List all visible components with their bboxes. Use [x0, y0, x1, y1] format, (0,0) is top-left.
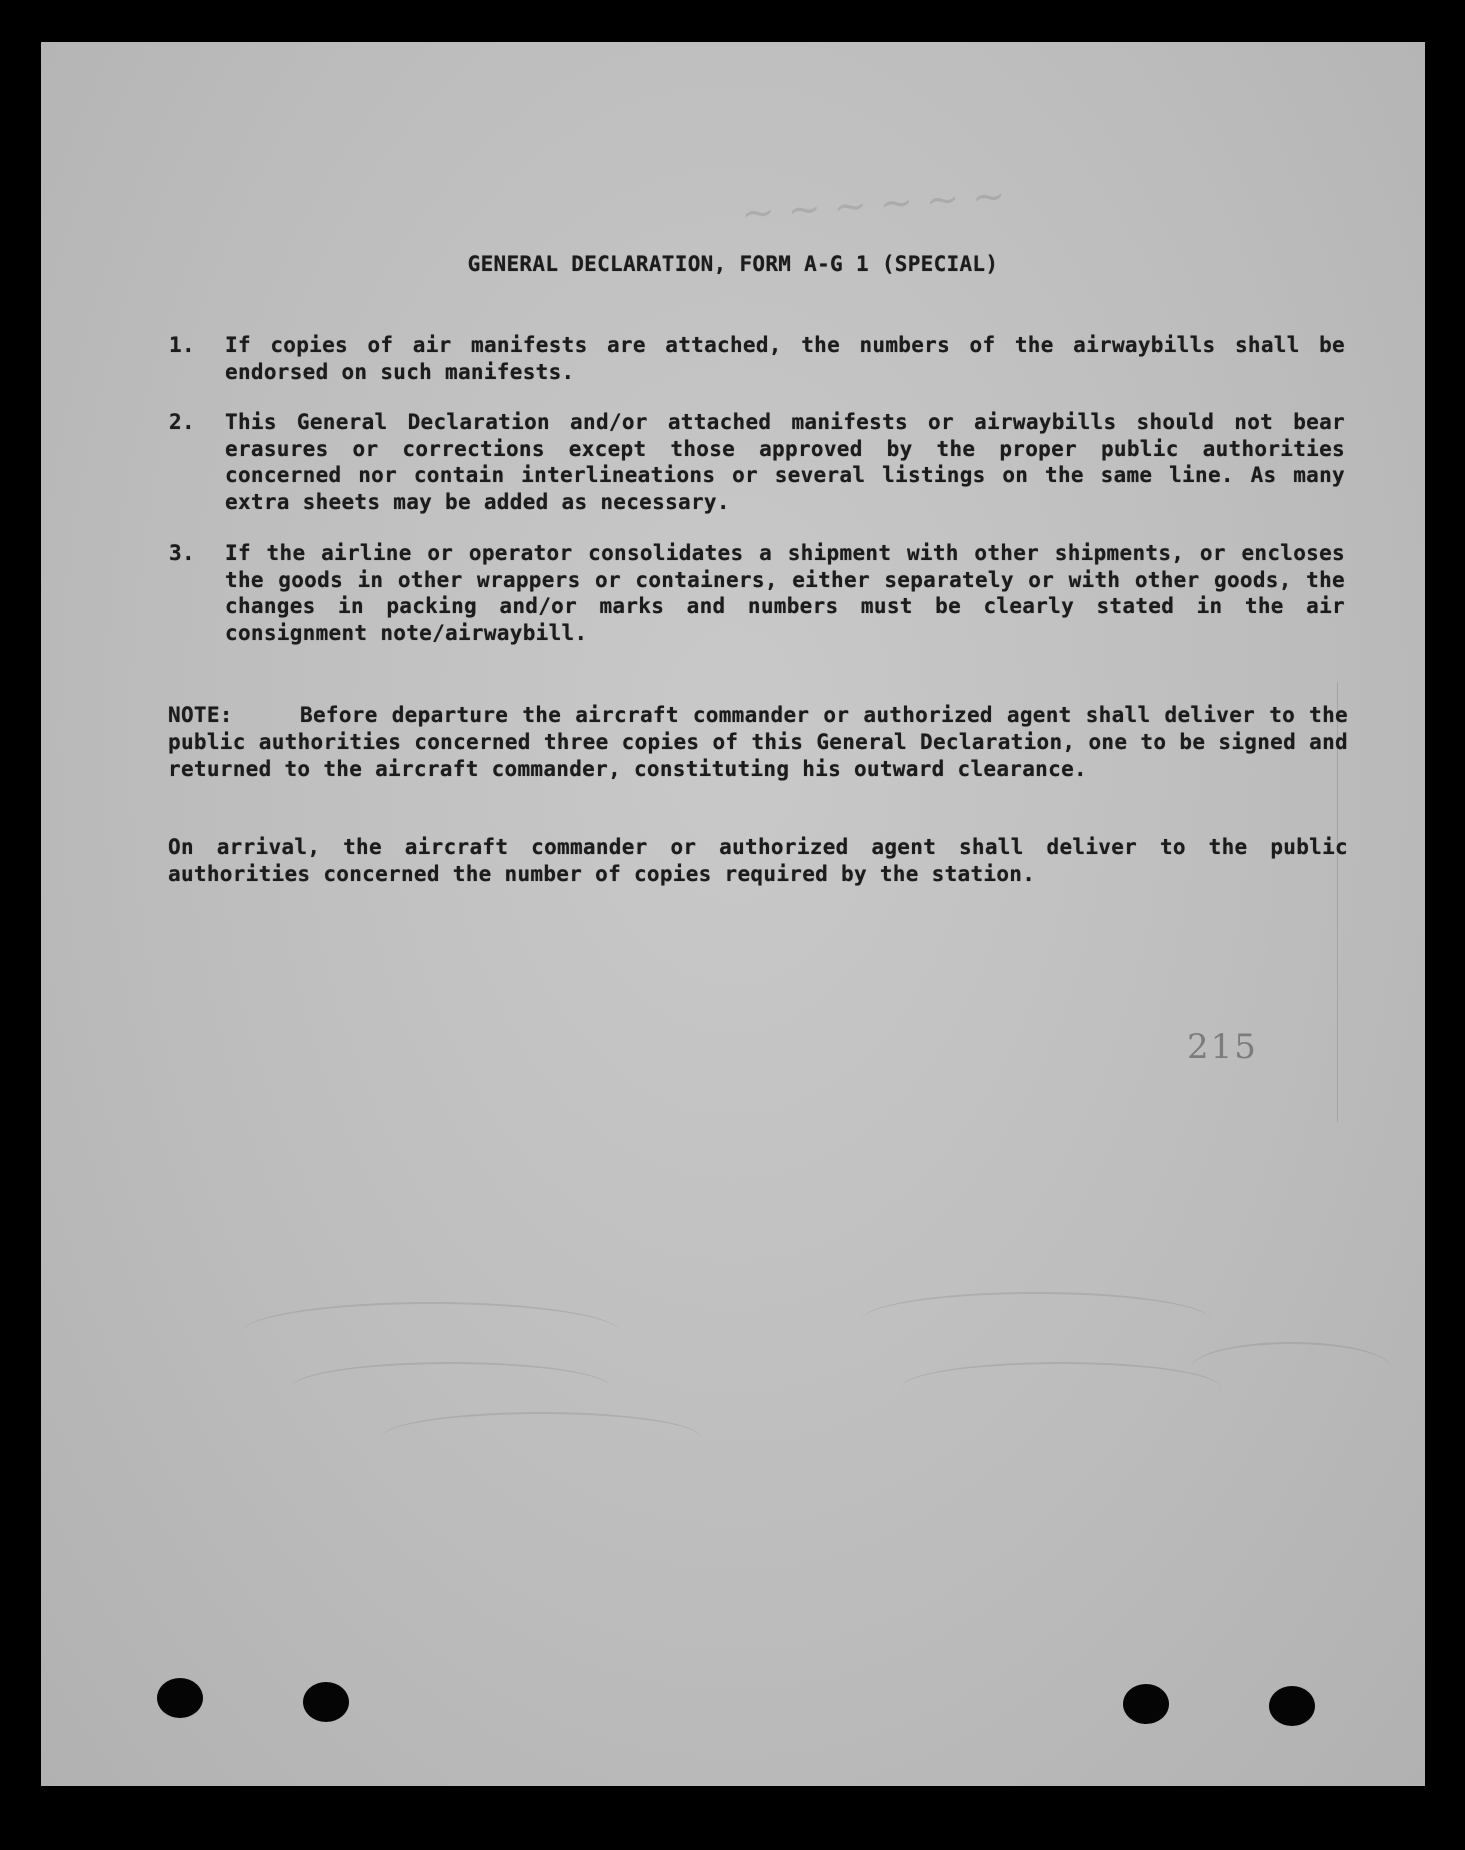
bleed-through-stroke — [241, 1302, 621, 1364]
bleed-through-stroke — [381, 1412, 701, 1464]
note-paragraph — [168, 702, 1348, 783]
punch-hole-right-1 — [1123, 1684, 1169, 1724]
document-page — [41, 42, 1425, 1786]
list-item-number: 2. — [169, 410, 195, 434]
list-item-number: 3. — [169, 541, 195, 565]
bleed-through-handwriting: ~ ~ ~ ~ ~ ~ — [739, 172, 1007, 238]
list-item-text: This General Declaration and/or attached manifests or airwaybills should not bear erasures or corrections except those approved by the proper public authorities concerned nor contain interlineations or several listings on the same line. As many extra sheets may be added as necessary. — [225, 410, 1345, 514]
bleed-through-stroke — [1191, 1342, 1391, 1394]
punch-hole-left-1 — [157, 1678, 203, 1718]
document-title: GENERAL DECLARATION, FORM A-G 1 (SPECIAL) — [467, 252, 999, 276]
punch-hole-left-2 — [303, 1682, 349, 1722]
bleed-through-stroke — [861, 1292, 1211, 1349]
punch-hole-right-2 — [1269, 1686, 1315, 1726]
list-item-text: If copies of air manifests are attached, the numbers of the airwaybills shall be endorsed on such manifests. — [225, 333, 1345, 384]
bleed-through-stroke — [901, 1362, 1221, 1414]
note-label: NOTE: — [168, 703, 233, 727]
handwritten-page-mark: 215 — [1187, 1027, 1258, 1067]
list-item-number: 1. — [169, 333, 195, 357]
arrival-paragraph: On arrival, the aircraft commander or authorized agent shall deliver to the public authorities concerned the number of copies required by the station. — [168, 835, 1348, 886]
note-text: Before departure the aircraft commander or authorized agent shall deliver to the public authorities concerned three copies of this General Declaration, one to be signed and returned to the aircraft commander, constituting his outward clearance. — [168, 703, 1348, 781]
list-item-text: If the airline or operator consolidates a shipment with other shipments, or encloses the goods in other wrappers or containers, either separately or with other goods, the changes in packing and/or marks and numbers must be clearly stated in the air consignment note/airwaybill. — [225, 541, 1345, 645]
bleed-through-stroke — [291, 1362, 611, 1414]
